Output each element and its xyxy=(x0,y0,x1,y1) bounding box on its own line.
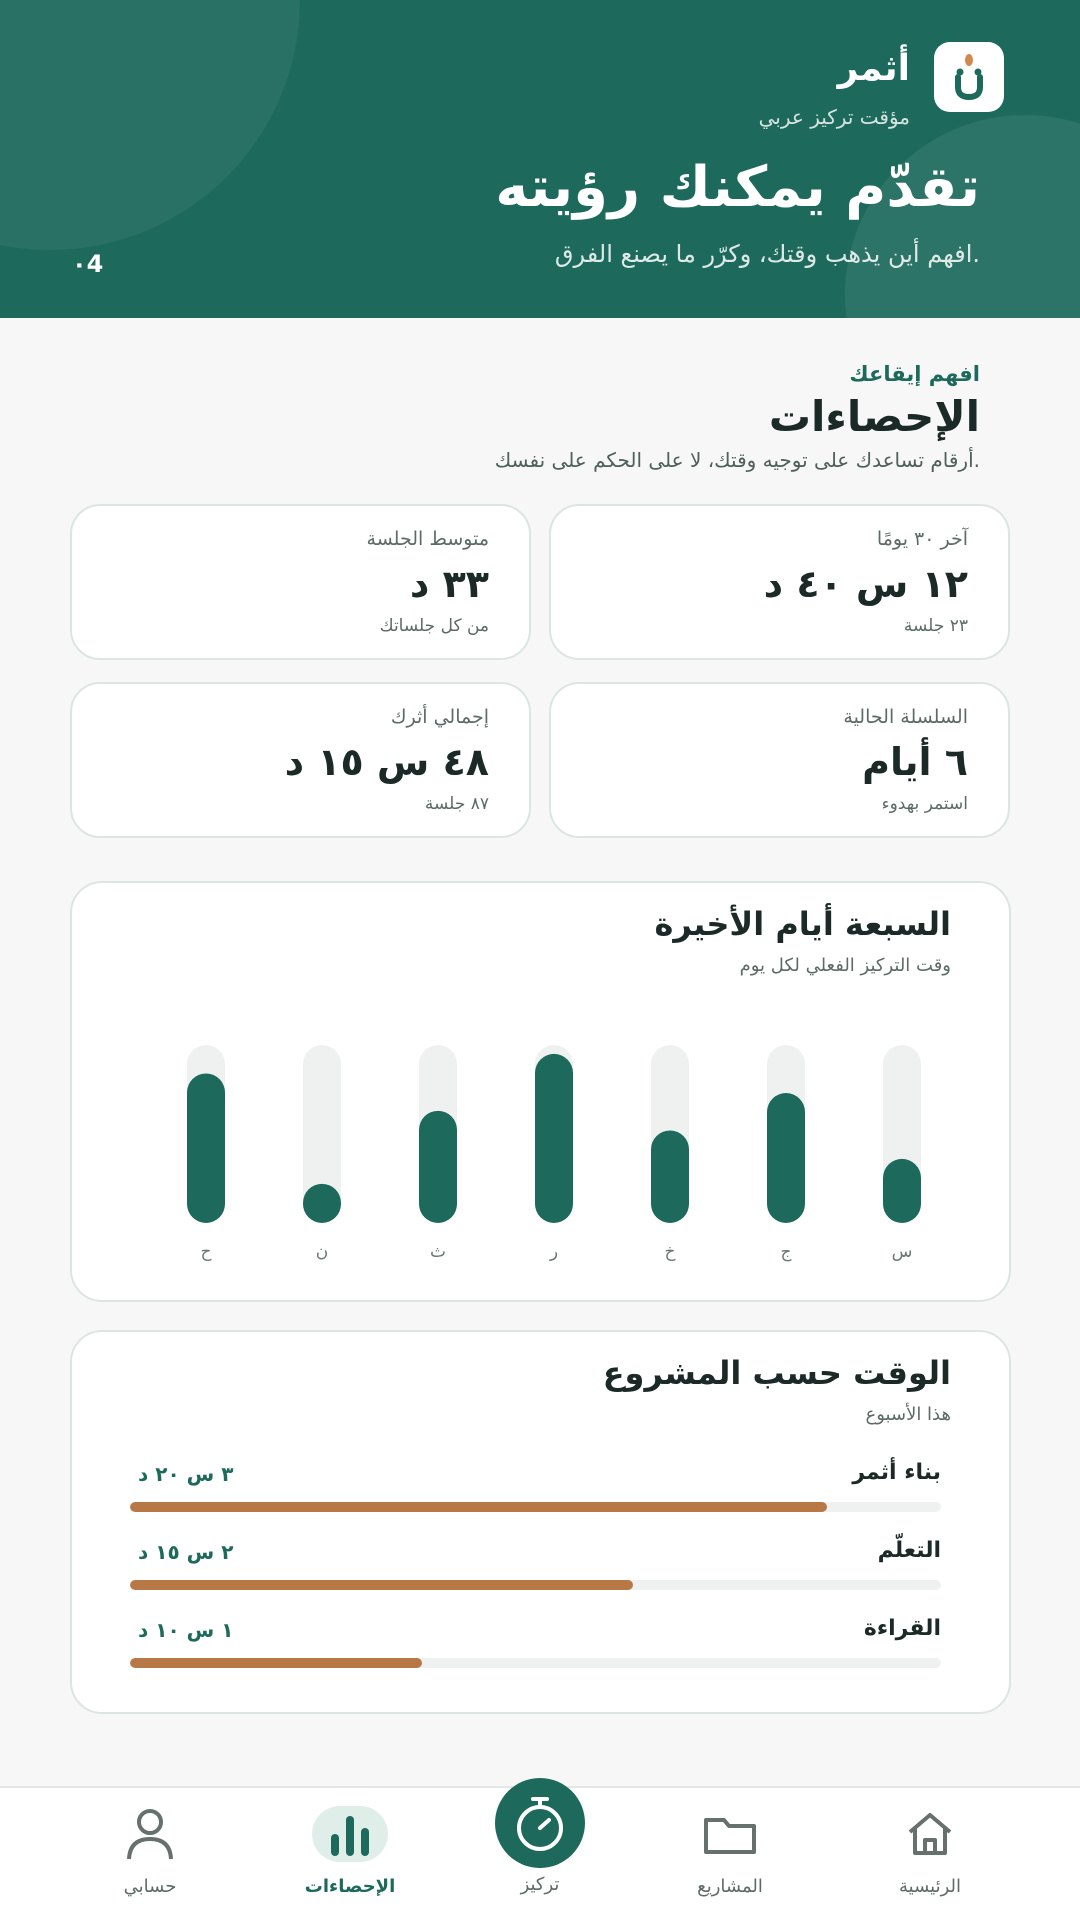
nav-item-projects[interactable] xyxy=(655,1788,805,1920)
projects-subtitle: هذا الأسبوع xyxy=(865,1404,951,1425)
app-name: أثمر xyxy=(837,48,910,89)
section-description: .أرقام تساعدك على توجيه وقتك، لا على الحكم على نفسك xyxy=(494,448,980,472)
project-row[interactable] xyxy=(130,1616,941,1676)
stat-sub: من كل جلساتك xyxy=(379,616,489,636)
nav-label: حسابي xyxy=(123,1876,177,1897)
chart-bar xyxy=(767,1093,805,1223)
weekly-bar-chart xyxy=(72,883,1013,1304)
projects-panel xyxy=(70,1330,1011,1714)
project-progress-track xyxy=(130,1502,941,1512)
chart-bar xyxy=(419,1111,457,1223)
focus-timer-button[interactable] xyxy=(495,1778,585,1868)
chart-day-label: ج xyxy=(780,1242,792,1262)
stat-sub: ٨٧ جلسة xyxy=(424,794,489,814)
chart-day-label: ر xyxy=(549,1242,559,1262)
chart-bar xyxy=(187,1073,225,1223)
stat-label: إجمالي أثرك xyxy=(390,706,489,728)
chart-bar xyxy=(303,1184,341,1223)
nav-item-home[interactable] xyxy=(855,1788,1005,1920)
project-name: بناء أثمر xyxy=(852,1460,941,1485)
stat-card-total-impact xyxy=(70,682,531,838)
chart-day-label: ن xyxy=(315,1242,329,1262)
stat-value: ٦ أيام xyxy=(862,740,968,784)
stat-card-current-streak xyxy=(549,682,1010,838)
decorative-circle xyxy=(0,0,300,250)
project-time: ٢ س ١٥ د xyxy=(138,1540,234,1564)
folder-icon xyxy=(702,1804,758,1864)
projects-title: الوقت حسب المشروع xyxy=(602,1354,951,1392)
hero-badge: ٠4 xyxy=(72,250,104,278)
app-logo xyxy=(934,42,1004,112)
project-progress-fill xyxy=(130,1658,422,1668)
chart-day-label: ح xyxy=(200,1242,212,1262)
seedling-logo-icon xyxy=(949,53,989,101)
nav-label: الإحصاءات xyxy=(304,1876,396,1897)
section-kicker: افهم إيقاعك xyxy=(849,362,980,386)
project-progress-fill xyxy=(130,1580,633,1590)
weekly-chart-panel xyxy=(70,881,1011,1302)
stat-card-last-30-days xyxy=(549,504,1010,660)
chart-bar xyxy=(883,1159,921,1223)
project-row[interactable] xyxy=(130,1460,941,1520)
stat-value: ١٢ س ٤٠ د xyxy=(763,562,968,606)
project-name: القراءة xyxy=(863,1616,941,1641)
project-row[interactable] xyxy=(130,1538,941,1598)
project-progress-track xyxy=(130,1580,941,1590)
project-time: ٣ س ٢٠ د xyxy=(138,1462,234,1486)
hero-title: تقدّم يمكنك رؤيته xyxy=(495,155,980,220)
stat-value: ٣٣ د xyxy=(409,562,489,606)
stat-card-average-session xyxy=(70,504,531,660)
stat-label: السلسلة الحالية xyxy=(843,706,968,728)
user-icon xyxy=(124,1804,176,1864)
hero-subtitle: .افهم أين يذهب وقتك، وكرّر ما يصنع الفرق xyxy=(554,240,980,268)
chart-bar xyxy=(535,1054,573,1223)
chart-day-label: خ xyxy=(664,1242,676,1262)
stat-value: ٤٨ س ١٥ د xyxy=(284,740,489,784)
nav-label: المشاريع xyxy=(697,1876,763,1897)
nav-item-stats[interactable] xyxy=(275,1788,425,1920)
stat-label: متوسط الجلسة xyxy=(366,528,489,550)
nav-item-account[interactable] xyxy=(75,1788,225,1920)
nav-icon-wrapper xyxy=(312,1804,388,1864)
stat-sub: ٢٣ جلسة xyxy=(903,616,968,636)
page-title: الإحصاءات xyxy=(768,392,980,441)
focus-label: تركيز xyxy=(520,1874,560,1895)
hero-header xyxy=(0,0,1080,318)
chart-day-label: س xyxy=(891,1242,913,1262)
stopwatch-icon xyxy=(513,1794,567,1852)
chart-day-label: ث xyxy=(429,1242,447,1262)
project-progress-fill xyxy=(130,1502,827,1512)
chart-bar xyxy=(651,1130,689,1223)
weekly-chart-subtitle: وقت التركيز الفعلي لكل يوم xyxy=(739,955,951,976)
app-tagline: مؤقت تركيز عربي xyxy=(758,105,910,129)
stat-label: آخر ٣٠ يومًا xyxy=(876,528,968,550)
home-icon xyxy=(904,1804,956,1864)
project-progress-track xyxy=(130,1658,941,1668)
stat-sub: استمر بهدوء xyxy=(881,794,968,814)
bar-chart-icon xyxy=(312,1806,388,1862)
weekly-chart-title: السبعة أيام الأخيرة xyxy=(654,905,951,943)
project-time: ١ س ١٠ د xyxy=(138,1618,234,1642)
project-name: التعلّم xyxy=(877,1538,941,1563)
nav-label: الرئيسية xyxy=(899,1876,961,1897)
